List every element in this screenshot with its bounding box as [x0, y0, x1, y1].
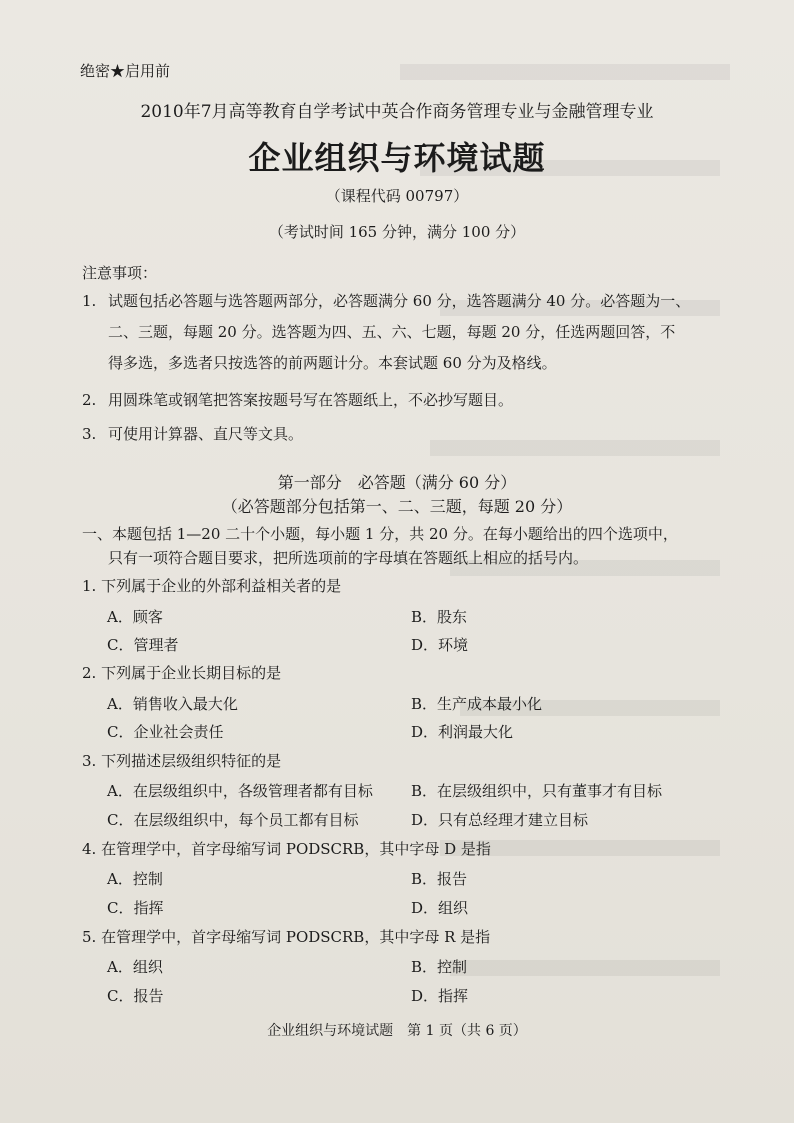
option-c: C．管理者: [107, 636, 179, 654]
section-text: 只有一项符合题目要求，把所选项前的字母填在答题纸上相应的括号内。: [108, 549, 589, 567]
option-d: D．环境: [411, 636, 469, 654]
option-b: B．报告: [411, 870, 468, 888]
section-instructions: [82, 522, 722, 570]
notes-heading: 注意事项：: [82, 264, 158, 282]
option-a: A．销售收入最大化: [107, 695, 238, 713]
question-stem: 1. 下列属于企业的外部利益相关者的是: [82, 577, 342, 595]
note-item: [82, 385, 724, 416]
option-c: C．在层级组织中，每个员工都有目标: [107, 811, 359, 829]
page-footer: 企业组织与环境试题 第 1 页（共 6 页）: [267, 1023, 527, 1039]
note-text: 试题包括必答题与选答题两部分，必答题满分 60 分，选答题满分 40 分。必答题为一、: [108, 292, 691, 310]
note-item: [82, 286, 724, 379]
note-number: 1.: [82, 292, 97, 310]
note-text: 用圆珠笔或钢笔把答案按题号写在答题纸上，不必抄写题目。: [108, 391, 514, 409]
note-item: [82, 419, 724, 450]
note-text: 二、三题，每题 20 分。选答题为四、五、六、七题，每题 20 分，任选两题回答，不: [108, 323, 676, 341]
course-code: （课程代码 00797）: [325, 187, 469, 205]
confidential-label: 绝密★启用前: [80, 62, 171, 80]
option-b: B．控制: [411, 958, 468, 976]
option-b: B．股东: [411, 608, 468, 626]
note-number: 2.: [82, 391, 97, 409]
option-d: D．组织: [411, 899, 469, 917]
part-subtitle: （必答题部分包括第一、二、三题，每题 20 分）: [221, 497, 573, 516]
question-stem: 4. 在管理学中，首字母缩写词 PODSCRB，其中字母 D 是指: [82, 840, 491, 858]
note-text: 得多选，多选者只按选答的前两题计分。本套试题 60 分为及格线。: [108, 354, 557, 372]
note-text: 可使用计算器、直尺等文具。: [108, 425, 304, 443]
section-text: 一、本题包括 1—20 二十个小题，每小题 1 分，共 20 分。在每小题给出的四个选项中，: [82, 525, 678, 543]
exam-title: 企业组织与环境试题: [248, 139, 546, 177]
question-stem: 3. 下列描述层级组织特征的是: [82, 752, 282, 770]
note-number: 3.: [82, 425, 97, 443]
exam-time-score: （考试时间 165 分钟，满分 100 分）: [268, 223, 526, 241]
option-d: D．指挥: [411, 987, 469, 1005]
option-a: A．在层级组织中，各级管理者都有目标: [107, 782, 373, 800]
option-b: B．生产成本最小化: [411, 695, 543, 713]
option-b: B．在层级组织中，只有董事才有目标: [411, 782, 663, 800]
question-stem: 5. 在管理学中，首字母缩写词 PODSCRB，其中字母 R 是指: [82, 928, 491, 946]
option-a: A．组织: [107, 958, 163, 976]
exam-subtitle: 2010年7月高等教育自学考试中英合作商务管理专业与金融管理专业: [140, 102, 654, 122]
question-stem: 2. 下列属于企业长期目标的是: [82, 664, 282, 682]
option-c: C．指挥: [107, 899, 164, 917]
option-d: D．利润最大化: [411, 723, 514, 741]
option-c: C．报告: [107, 987, 164, 1005]
option-a: A．控制: [107, 870, 163, 888]
option-a: A．顾客: [107, 608, 163, 626]
part-title: 第一部分 必答题（满分 60 分）: [277, 473, 517, 492]
option-d: D．只有总经理才建立目标: [411, 811, 589, 829]
option-c: C．企业社会责任: [107, 723, 224, 741]
